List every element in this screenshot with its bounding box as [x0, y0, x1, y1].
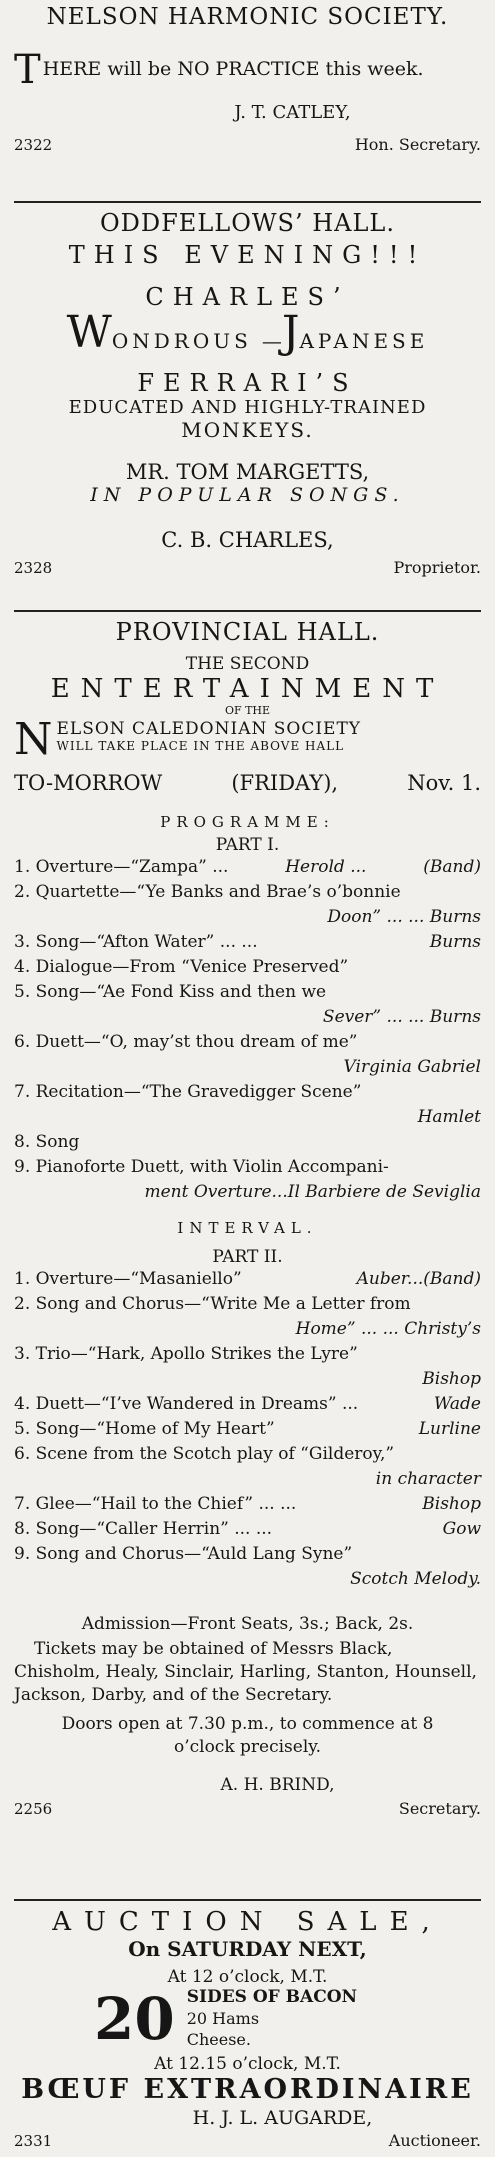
ad-provincial-hall	[14, 618, 481, 1893]
programme-item-label: 2. Song and Chorus—“Write Me a Letter from	[14, 1294, 411, 1314]
venue: PROVINCIAL HALL.	[115, 618, 380, 646]
programme-item-line	[14, 1292, 481, 1317]
part-two-list	[14, 1267, 481, 1592]
ad-number: 2256	[14, 1800, 53, 1818]
programme-item-label: 9. Song and Chorus—“Auld Lang Syne”	[14, 1544, 353, 1564]
date-line	[14, 771, 481, 795]
programme-item-line	[14, 855, 481, 880]
society-line	[14, 714, 481, 765]
signer-role: Auctioneer.	[388, 2131, 481, 2150]
programme-item-continuation: Sever” ... ... Burns	[322, 1007, 481, 1027]
divider	[14, 610, 481, 612]
programme-item-line	[14, 1417, 481, 1442]
programme-item	[14, 980, 481, 1030]
drop-j: J	[281, 307, 300, 358]
bacon-lot	[14, 1984, 481, 2053]
programme-item-line	[14, 1542, 481, 1567]
society-name: ELSON CALEDONIAN SOCIETY	[56, 719, 362, 739]
programme-item-line	[14, 1492, 481, 1517]
programme-heading: PROGRAMME:	[160, 813, 335, 831]
programme-item-label: 5. Song—“Home of My Heart”	[14, 1419, 275, 1439]
programme-item-label: 8. Song	[14, 1132, 80, 1152]
signer-role: Secretary.	[398, 1799, 481, 1818]
programme-item-author: Herold ...	[285, 857, 367, 877]
bacon: SIDES OF BACON	[186, 1987, 358, 2007]
part-one-heading: PART I.	[215, 835, 280, 855]
drop-cap: T	[14, 47, 41, 93]
programme-item	[14, 1542, 481, 1592]
tagline: THIS EVENING!!!	[68, 241, 427, 269]
drop-n: N	[14, 714, 53, 765]
programme-item	[14, 1267, 481, 1292]
programme-item-line	[14, 1130, 481, 1155]
venue: ODDFELLOWS’ HALL.	[99, 209, 395, 237]
programme-item-line	[14, 1517, 481, 1542]
admission: Admission—Front Seats, 3s.; Back, 2s.	[81, 1614, 414, 1634]
part-one-list	[14, 855, 481, 1205]
ad-nelson-harmonic	[14, 0, 481, 195]
programme-item	[14, 955, 481, 980]
ad-title: NELSON HARMONIC SOCIETY.	[46, 4, 449, 30]
programme-item-tail: Auber...(Band)	[356, 1269, 481, 1289]
programme-item-label: 2. Quartette—“Ye Banks and Brae’s o’bonnie	[14, 882, 401, 902]
programme-item-line	[14, 1392, 481, 1417]
signer: A. H. BRIND,	[220, 1775, 335, 1795]
programme-item-label: 6. Scene from the Scotch play of “Gilderoy,”	[14, 1444, 395, 1464]
programme-item-line	[14, 1267, 481, 1292]
footer-row	[14, 1799, 481, 1818]
dash: —	[261, 329, 282, 353]
divider	[14, 1899, 481, 1901]
auction-title: AUCTION SALE,	[52, 1907, 443, 1937]
programme-item-tail: Burns	[429, 932, 481, 952]
programme-item-continuation: Home” ... ... Christy’s	[295, 1319, 481, 1339]
popular-songs: IN POPULAR SONGS.	[90, 484, 405, 506]
ad-oddfellows	[14, 209, 481, 604]
programme-item-line	[14, 1080, 481, 1105]
entertainment: ENTERTAINMENT	[50, 674, 445, 704]
programme-item-label: 1. Overture—“Zampa” ...	[14, 857, 229, 877]
ad-number: 2328	[14, 559, 53, 577]
programme-item-continuation: Scotch Melody.	[350, 1569, 481, 1589]
programme-item-continuation: Hamlet	[417, 1107, 481, 1127]
society-text	[57, 719, 362, 753]
programme-item	[14, 1080, 481, 1130]
notice-line	[14, 47, 481, 93]
programme-item-line	[14, 1342, 481, 1367]
programme-item-continuation: Bishop	[422, 1369, 481, 1389]
programme-item-continuation: Virginia Gabriel	[343, 1057, 481, 1077]
programme-item	[14, 1492, 481, 1517]
programme-item-line	[14, 980, 481, 1005]
charles: CHARLES’	[145, 283, 350, 311]
ondrous: ONDROUS	[111, 329, 252, 353]
programme-item-tail: Lurline	[418, 1419, 481, 1439]
signer: H. J. L. AUGARDE,	[192, 2107, 373, 2129]
programme-item-label: 7. Glee—“Hail to the Chief” ... ...	[14, 1494, 297, 1514]
the-second: THE SECOND	[185, 654, 310, 674]
programme-item-line	[14, 930, 481, 955]
programme-item-label: 6. Duett—“O, may’st thou dream of me”	[14, 1032, 358, 1052]
proprietor-name: C. B. CHARLES,	[161, 528, 334, 552]
time-two: At 12.15 o’clock, M.T.	[154, 2054, 341, 2074]
doors: Doors open at 7.30 p.m., to commence at 8 o’clock precisely.	[61, 1714, 434, 1757]
wondrous-japanese	[14, 307, 481, 358]
programme-item	[14, 1442, 481, 1492]
programme-item-line	[14, 1155, 481, 1180]
programme-item	[14, 1342, 481, 1392]
programme-item-tail: Gow	[442, 1519, 481, 1539]
programme-item-tail: (Band)	[423, 857, 481, 877]
lot-quantity: 20	[94, 1984, 175, 2053]
programme-item-label: 3. Trio—“Hark, Apollo Strikes the Lyre”	[14, 1344, 358, 1364]
hams: 20 Hams	[186, 2009, 260, 2028]
programme-item-continuation: in character	[375, 1469, 481, 1489]
will-take-place: WILL TAKE PLACE IN THE ABOVE HALL	[56, 739, 345, 753]
auction-date: On SATURDAY NEXT,	[128, 1937, 367, 1961]
programme-item	[14, 1517, 481, 1542]
mr-margetts: MR. TOM MARGETTS,	[125, 460, 370, 484]
time-one: At 12 o’clock, M.T.	[167, 1967, 328, 1987]
interval: INTERVAL.	[177, 1219, 318, 1237]
programme-item-line	[14, 1442, 481, 1467]
ad-number: 2331	[14, 2132, 53, 2150]
signer: J. T. CATLEY,	[234, 102, 351, 123]
divider	[14, 201, 481, 203]
programme-item-tail: Wade	[433, 1394, 481, 1414]
programme-item	[14, 1130, 481, 1155]
programme-item-label: 9. Pianoforte Duett, with Violin Accompani-	[14, 1157, 389, 1177]
signer-role: Hon. Secretary.	[354, 135, 481, 154]
programme-item-label: 7. Recitation—“The Gravedigger Scene”	[14, 1082, 362, 1102]
programme-item-label: 5. Song—“Ae Fond Kiss and then we	[14, 982, 327, 1002]
programme-item	[14, 1417, 481, 1442]
ad-number: 2322	[14, 136, 53, 154]
educated: EDUCATED AND HIGHLY-TRAINED	[68, 397, 427, 418]
boeuf: BŒUF EXTRAORDINAIRE	[21, 2074, 474, 2105]
cheese: Cheese.	[186, 2030, 251, 2049]
programme-item	[14, 1030, 481, 1080]
signer-role: Proprietor.	[393, 558, 481, 577]
programme-item-line	[14, 880, 481, 905]
programme-item-label: 3. Song—“Afton Water” ... ...	[14, 932, 258, 952]
programme-item-tail: Bishop	[422, 1494, 481, 1514]
monkeys: MONKEYS.	[181, 418, 314, 442]
friday: (FRIDAY),	[231, 771, 339, 795]
programme-item	[14, 1292, 481, 1342]
programme-item	[14, 855, 481, 880]
of-the: OF THE	[224, 704, 271, 717]
programme-item	[14, 880, 481, 930]
programme-item-continuation: ment Overture...Il Barbiere de Seviglia	[144, 1182, 481, 1202]
programme-item-label: 4. Dialogue—From “Venice Preserved”	[14, 957, 349, 977]
footer-row	[14, 2131, 481, 2150]
ad-auction-sale	[14, 1907, 481, 2157]
footer-row	[14, 135, 481, 154]
tomorrow: TO-MORROW	[14, 771, 163, 795]
drop-w: W	[66, 307, 112, 358]
programme-item-label: 4. Duett—“I’ve Wandered in Dreams” ...	[14, 1394, 359, 1414]
programme-item	[14, 930, 481, 955]
footer-row	[14, 558, 481, 577]
lot-items	[187, 1987, 357, 2050]
programme-item	[14, 1392, 481, 1417]
programme-item-label: 8. Song—“Caller Herrin” ... ...	[14, 1519, 273, 1539]
date: Nov. 1.	[407, 771, 481, 795]
programme-item-continuation: Doon” ... ... Burns	[327, 907, 481, 927]
tickets: Tickets may be obtained of Messrs Black, Chisholm, Healy, Sinclair, Harling, Stanton, Hounsell, Jackson, Darby, and of the Secretary.	[14, 1639, 477, 1705]
programme-item-line	[14, 955, 481, 980]
ferraris: FERRARI’S	[137, 369, 358, 397]
programme-item	[14, 1155, 481, 1205]
apanese: APANESE	[299, 329, 429, 353]
programme-item-line	[14, 1030, 481, 1055]
notice-text: HERE will be NO PRACTICE this week.	[42, 58, 424, 80]
part-two-heading: PART II.	[212, 1247, 283, 1267]
programme-item-label: 1. Overture—“Masaniello”	[14, 1269, 242, 1289]
